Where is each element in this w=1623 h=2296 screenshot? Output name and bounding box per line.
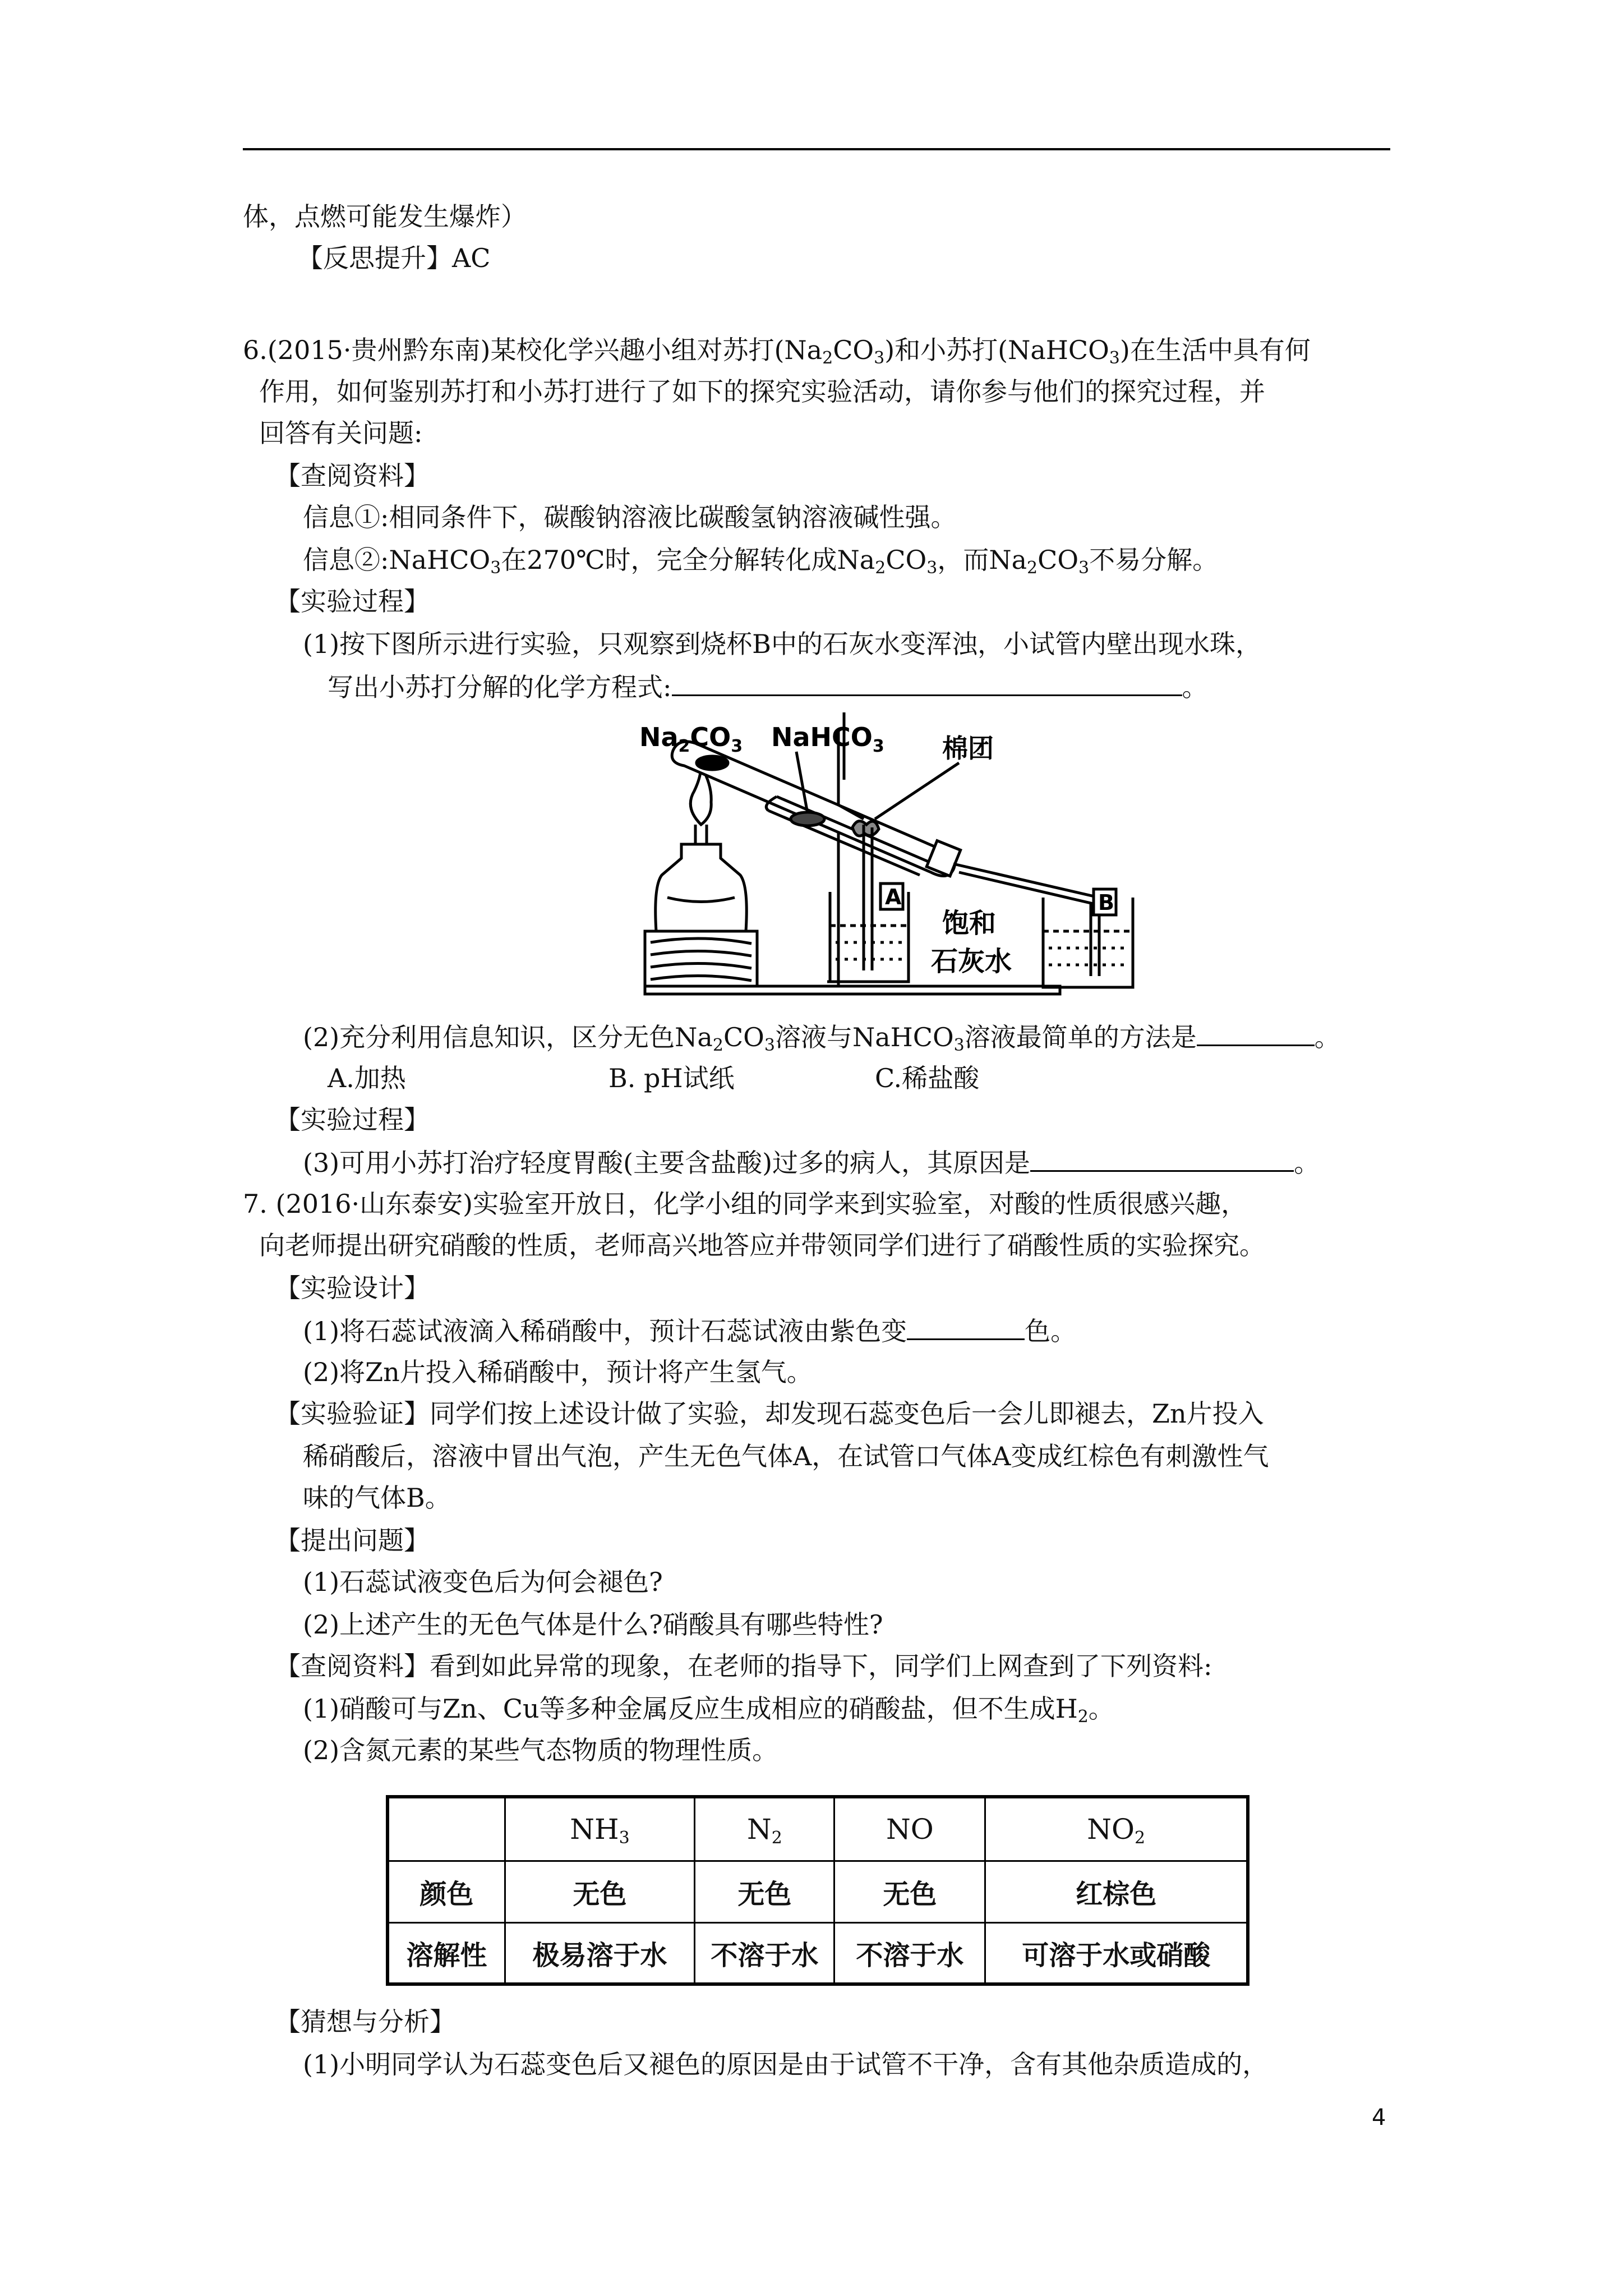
q6-option-c: C.稀盐酸	[875, 1063, 980, 1093]
table-row-label: 颜色	[388, 1861, 505, 1922]
nitrogen-properties-table	[386, 1795, 1249, 1986]
q7-verify-3: 味的气体B。	[303, 1483, 451, 1513]
q6-info1: 信息①:相同条件下，碳酸钠溶液比碳酸氢钠溶液碱性强。	[303, 502, 957, 532]
q6-p1-line2: 写出小苏打分解的化学方程式: 。	[328, 669, 1208, 704]
q6-p1-line1: (1)按下图所示进行实验，只观察到烧杯B中的石灰水变浑浊，小试管内壁出现水珠，	[303, 629, 1261, 659]
table-cell: 红棕色	[985, 1861, 1248, 1922]
q7-guess-heading: 【猜想与分析】	[275, 2007, 455, 2037]
q7-question-2: (2)上述产生的无色气体是什么?硝酸具有哪些特性?	[303, 1609, 883, 1640]
q6-lookup-heading: 【查阅资料】	[275, 461, 430, 491]
apparatus-figure	[628, 712, 1245, 1004]
label-nahco3: NaHCO$_3$	[771, 722, 884, 756]
table-cell: 不溶于水	[834, 1922, 985, 1984]
label-na2co3: $Na_2CO_3$	[639, 722, 743, 756]
q6-option-a: A.加热	[328, 1063, 406, 1093]
q7-resource-1: (1)硝酸可与Zn、Cu等多种金属反应生成相应的硝酸盐，但不生成$H_2$。	[303, 1694, 1114, 1727]
intro-line: 体，点燃可能发生爆炸）	[243, 201, 527, 232]
label-limewater: 石灰水	[931, 946, 1012, 977]
table-header-cell: $NH_3$	[505, 1797, 695, 1861]
table-header-cell: NO	[834, 1797, 985, 1861]
q7-verify-2: 稀硝酸后，溶液中冒出气泡，产生无色气体A，在试管口气体A变成红棕色有刺激性气	[303, 1441, 1269, 1471]
label-a: A	[885, 885, 902, 909]
table-header-row	[388, 1797, 1248, 1861]
answer-blank	[1197, 1019, 1315, 1046]
table-cell: 可溶于水或硝酸	[985, 1922, 1248, 1984]
table-cell: 极易溶于水	[505, 1922, 695, 1984]
label-cotton: 棉团	[942, 733, 994, 763]
q6-line3: 回答有关问题:	[259, 418, 423, 448]
table-cell: 不溶于水	[695, 1922, 834, 1984]
table-header-cell: $N_2$	[695, 1797, 834, 1861]
q7-verify-1: 【实验验证】同学们按上述设计做了实验，却发现石蕊变色后一会儿即褪去，Zn片投入	[275, 1398, 1264, 1429]
table-row-label: 溶解性	[388, 1922, 505, 1984]
q6-info2: 信息②:NaHCO$_3$在270℃时，完全分解转化成$Na_2CO_3$，而$Na_2CO_3$不易分解。	[303, 545, 1219, 578]
q6-option-b: B. pH试纸	[608, 1063, 735, 1093]
table-row	[388, 1922, 1248, 1984]
page-number: 4	[1372, 2105, 1386, 2131]
q7-guess-1: (1)小明同学认为石蕊变色后又褪色的原因是由于试管不干净，含有其他杂质造成的，	[303, 2049, 1269, 2079]
q7-question-heading: 【提出问题】	[275, 1525, 430, 1556]
answer-blank	[1030, 1144, 1294, 1172]
q6-process-heading-2: 【实验过程】	[275, 1105, 430, 1135]
table-row	[388, 1861, 1248, 1922]
q7-design-2: (2)将Zn片投入稀硝酸中，预计将产生氢气。	[303, 1357, 813, 1387]
q7-line1: 7. (2016·山东泰安)实验室开放日，化学小组的同学来到实验室，对酸的性质很感兴趣，	[243, 1189, 1247, 1219]
q7-line2: 向老师提出研究硝酸的性质，老师高兴地答应并带领同学们进行了硝酸性质的实验探究。	[259, 1230, 1265, 1260]
q7-question-1: (1)石蕊试液变色后为何会褪色?	[303, 1567, 663, 1597]
q7-lookup: 【查阅资料】看到如此异常的现象，在老师的指导下，同学们上网查到了下列资料:	[275, 1651, 1212, 1681]
table-header-cell	[388, 1797, 505, 1861]
q6-line2: 作用，如何鉴别苏打和小苏打进行了如下的探究实验活动，请你参与他们的探究过程，并	[259, 376, 1265, 407]
table-cell: 无色	[505, 1861, 695, 1922]
q6-line1: 6.(2015·贵州黔东南)某校化学兴趣小组对苏打$(Na_2CO_3)$和小苏打(NaHCO$_3$)在生活中具有何	[243, 335, 1311, 368]
q7-resource-2: (2)含氮元素的某些气态物质的物理性质。	[303, 1735, 778, 1765]
q7-design-heading: 【实验设计】	[275, 1273, 430, 1303]
table-cell: 无色	[834, 1861, 985, 1922]
label-saturated: 饱和	[942, 908, 997, 939]
q7-design-1: (1)将石蕊试液滴入稀硝酸中，预计石蕊试液由紫色变 色。	[303, 1313, 1076, 1348]
q6-p2: (2)充分利用信息知识，区分无色$Na_2CO_3$溶液与NaHCO$_3$溶液最简单的方法是 。	[303, 1019, 1340, 1054]
answer-blank	[672, 669, 1182, 696]
answer-blank	[907, 1313, 1025, 1340]
q6-p3: (3)可用小苏打治疗轻度胃酸(主要含盐酸)过多的病人，其原因是 。	[303, 1144, 1320, 1180]
table-cell: 无色	[695, 1861, 834, 1922]
table-header-cell: $NO_2$	[985, 1797, 1248, 1861]
header-rule	[243, 148, 1390, 150]
q6-process-heading: 【实验过程】	[275, 586, 430, 616]
label-b: B	[1098, 890, 1114, 915]
reflect-answer: 【反思提升】AC	[297, 243, 491, 273]
